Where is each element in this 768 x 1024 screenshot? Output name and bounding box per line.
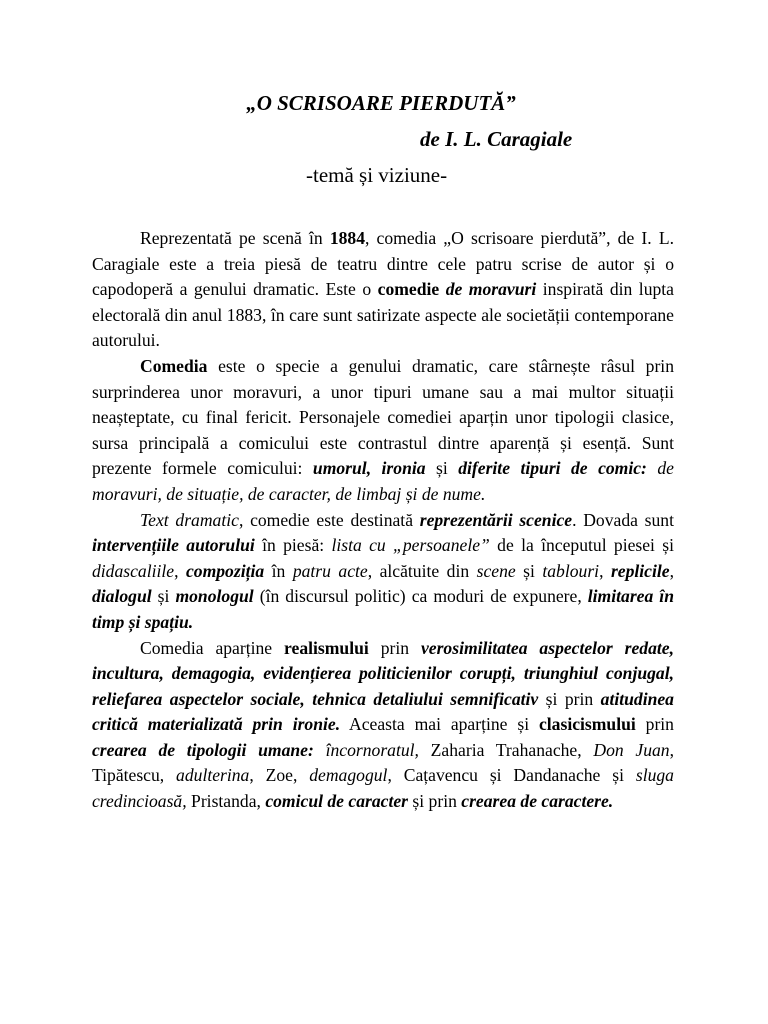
text-run: Reprezentată pe scenă în <box>140 228 330 248</box>
text-run: de la începutul piesei și <box>489 535 675 556</box>
bold-italic-run: dialogul <box>92 586 152 607</box>
bold-italic-run: verosimilitatea aspectelor redate, incultura, demagogia, evidențierea politicienilor corupți, triunghiul conjugal, reliefarea aspectelor sociale, tehnica detaliului semnificativ <box>92 637 674 709</box>
text-run: în <box>264 560 293 581</box>
paragraph-intro <box>92 226 674 354</box>
text-run: inspirată din lupta electorală din anul 1883, în care sunt satirizate aspecte ale societății contemporane autorului. <box>92 279 674 351</box>
text-run: Aceasta mai aparține și <box>340 714 539 735</box>
italic-run: patru acte <box>292 560 368 581</box>
bold-italic-run: monologul <box>175 586 254 607</box>
paragraph-dramatic-text <box>92 508 674 636</box>
bold-italic-run: umorul, ironia <box>312 458 426 479</box>
bold-italic-run: intervențiile autorului <box>92 535 255 556</box>
text-run: , Cațavencu și Dandanache și <box>387 765 636 786</box>
document-subtitle: -temă și viziune- <box>306 163 448 187</box>
text-run: prin <box>635 714 674 735</box>
italic-run: lista cu „persoanele” <box>331 535 490 556</box>
text-run: și prin <box>538 688 601 709</box>
italic-run: demagogul <box>309 765 388 786</box>
bold-run: comedie <box>377 279 440 300</box>
text-run: , alcătuite din <box>367 560 477 581</box>
text-run: și prin <box>408 791 462 812</box>
bold-run: Comedia <box>140 355 208 376</box>
bold-italic-run: crearea de caractere. <box>461 791 614 812</box>
text-run: , <box>669 560 674 581</box>
document-title: „O SCRISOARE PIERDUTĂ” <box>246 91 516 115</box>
bold-italic-run: diferite tipuri de comic: <box>458 458 647 479</box>
text-run: , comedia „O scrisoare pierdută”, de I. L. Caragiale este a treia piesă de teatru dintre cele patru scrise de autor și o capodoperă a genului dramatic. Este o <box>92 228 674 300</box>
text-run: , Tipătescu, <box>92 739 674 786</box>
italic-run: adulterina <box>176 765 250 786</box>
bold-run: realismului <box>284 637 369 658</box>
bold-italic-run: limitarea în timp și spațiu. <box>92 586 674 632</box>
bold-italic-run: de moravuri <box>445 279 537 300</box>
text-run: și <box>425 458 459 479</box>
bold-run: 1884 <box>329 228 365 248</box>
text-run: Pristanda, <box>186 791 266 812</box>
text-run: și <box>151 586 176 607</box>
text-run: și <box>515 560 543 581</box>
italic-run: Don Juan <box>593 739 670 760</box>
italic-run: Text dramatic <box>140 509 239 530</box>
text-run: , <box>174 560 186 581</box>
text-run: , comedie este destinată <box>238 509 420 530</box>
text-run: este o specie a genului dramatic, care stârnește râsul prin surprinderea unor moravuri, a unor tipuri umane sau a mai multor situații neașteptate, cu final fericit. Personajele comediei aparțin unor tipologii clasice, sursa principală a comicului este contrastul dintre aparență și esență. Sunt prezente formele comicului: <box>92 355 674 479</box>
text-run: , Zoe, <box>249 765 310 786</box>
bold-italic-run: crearea de tipologii umane: <box>92 739 314 760</box>
bold-italic-run: replicile <box>610 560 670 581</box>
text-run: Zaharia Trahanache, <box>418 739 594 760</box>
italic-run: sluga credincioasă, <box>92 765 674 812</box>
bold-italic-run: reprezentării scenice <box>419 509 573 530</box>
bold-italic-run: atitudinea critică materializată prin ironie. <box>92 688 674 735</box>
text-run: Comedia aparține <box>140 637 285 658</box>
paragraph-comedy-definition <box>92 354 674 508</box>
document-body <box>92 226 674 815</box>
paragraph-realism-classicism <box>92 636 674 815</box>
italic-run: didascaliile <box>92 560 175 581</box>
text-run: , <box>599 560 611 581</box>
italic-run: de moravuri, de situație, de caracter, de limbaj și de nume. <box>92 458 674 504</box>
text-run: în piesă: <box>254 535 332 556</box>
text-run: (în discursul politic) ca moduri de expunere, <box>253 586 588 607</box>
text-run <box>314 740 326 760</box>
bold-run: clasicismului <box>538 714 636 735</box>
italic-run: tablouri <box>542 560 600 581</box>
bold-italic-run: comicul de caracter <box>265 791 408 812</box>
italic-run: scene <box>476 560 516 581</box>
italic-run: încornoratul, <box>325 739 419 760</box>
document-author: de I. L. Caragiale <box>420 127 573 151</box>
text-run: prin <box>368 637 421 658</box>
text-run: . Dovada sunt <box>572 509 674 530</box>
bold-italic-run: compoziția <box>185 560 265 581</box>
